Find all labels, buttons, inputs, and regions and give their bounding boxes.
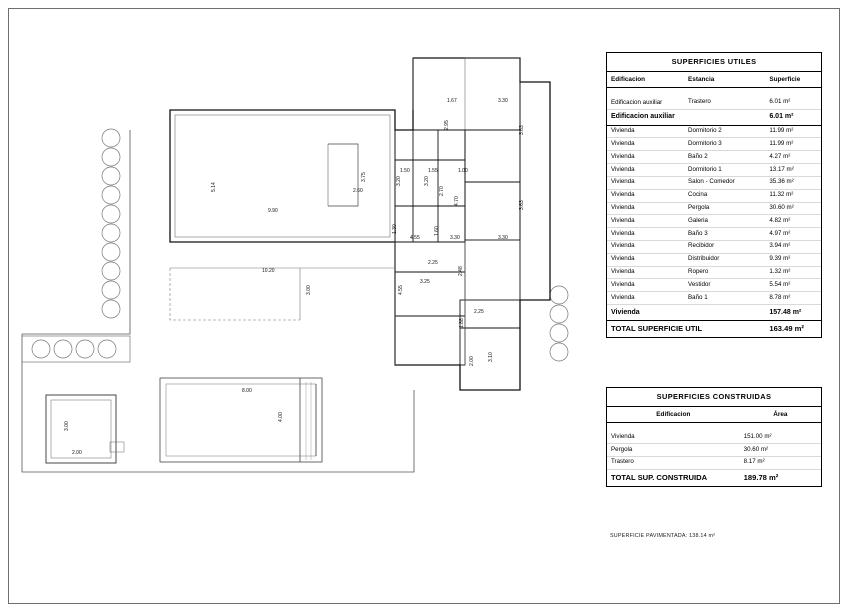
row-superficie: 8.78 m² [765,292,821,305]
svg-text:4.55: 4.55 [398,285,404,295]
row-edificacion: Vivienda [607,431,740,443]
svg-text:1.55: 1.55 [428,168,438,174]
row-estancia: Recibidor [684,240,765,253]
svg-text:3.10: 3.10 [488,352,494,362]
svg-text:10.20: 10.20 [262,268,275,274]
row-edificacion: Vivienda [607,215,684,228]
table-row [607,164,821,177]
utiles-header-estancia: Estancia [684,72,765,88]
row-edificacion: Vivienda [607,266,684,279]
row-estancia: Baño 2 [684,151,765,164]
construidas-total-row [607,469,821,486]
aux-row-edificacion: Edificacion auxiliar [607,96,684,109]
row-estancia: Baño 1 [684,292,765,305]
floor-plan [10,10,600,600]
row-estancia: Pergola [684,202,765,215]
row-superficie: 4.27 m² [765,151,821,164]
table-row [607,228,821,241]
pavimentada-footnote: SUPERFICIE PAVIMENTADA: 138.14 m² [610,533,716,539]
row-superficie: 5.54 m² [765,279,821,292]
table-row [607,151,821,164]
table-row [607,253,821,266]
svg-text:4.00: 4.00 [278,412,284,422]
row-estancia: Distribuidor [684,253,765,266]
svg-text:2.25: 2.25 [428,260,438,266]
table-row [607,279,821,292]
table-row [607,215,821,228]
spacer-row [607,423,821,432]
svg-text:3.25: 3.25 [420,279,430,285]
row-edificacion: Pergola [607,444,740,457]
utiles-header-row [607,72,821,88]
row-superficie: 13.17 m² [765,164,821,177]
construidas-title: SUPERFICIES CONSTRUIDAS [607,388,821,407]
row-superficie: 4.97 m² [765,228,821,241]
table-row [607,138,821,151]
row-edificacion: Vivienda [607,240,684,253]
svg-text:3.30: 3.30 [498,98,508,104]
svg-text:1.50: 1.50 [400,168,410,174]
construidas-header-row [607,407,821,423]
table-superficies-construidas [606,387,822,487]
svg-text:3.30: 3.30 [450,235,460,241]
utiles-header-superficie: Superficie [765,72,821,88]
row-area: 8.17 m² [740,456,821,469]
svg-text:3.00: 3.00 [306,285,312,295]
utiles-title-row [607,53,821,72]
row-superficie: 11.99 m² [765,125,821,138]
svg-text:2.48: 2.48 [458,266,464,276]
construidas-header-area: Área [740,407,821,423]
svg-text:3.20: 3.20 [396,176,402,186]
svg-text:9.90: 9.90 [268,208,278,214]
svg-text:3.00: 3.00 [64,421,70,431]
table-row-aux-trastero [607,96,821,109]
table-row [607,266,821,279]
aux-subtotal-value: 6.01 m² [765,109,821,125]
table-row [607,456,821,469]
table-row [607,125,821,138]
row-edificacion: Vivienda [607,176,684,189]
construidas-header-edificacion: Edificacion [607,407,740,423]
svg-text:1.67: 1.67 [447,98,457,104]
row-edificacion: Vivienda [607,253,684,266]
svg-text:4.70: 4.70 [454,196,460,206]
svg-text:3.20: 3.20 [424,176,430,186]
row-estancia: Baño 3 [684,228,765,241]
construidas-total-value: 189.78 m² [743,472,779,482]
row-superficie: 35.36 m² [765,176,821,189]
svg-text:2.00: 2.00 [469,356,475,366]
row-superficie: 4.82 m² [765,215,821,228]
row-superficie: 30.60 m² [765,202,821,215]
table-row [607,431,821,443]
row-edificacion: Trastero [607,456,740,469]
construidas-table [607,388,821,486]
svg-text:5.14: 5.14 [211,182,217,192]
vivienda-subtotal-value: 157.48 m² [765,305,821,321]
vivienda-subtotal-label: Vivienda [607,305,765,321]
utiles-total-value: 163.49 m² [769,323,804,333]
aux-subtotal-label: Edificacion auxiliar [607,109,765,125]
aux-row-superficie: 6.01 m² [765,96,821,109]
svg-text:3.75: 3.75 [361,172,367,182]
row-edificacion: Vivienda [607,138,684,151]
row-edificacion: Vivienda [607,228,684,241]
plan-dimension-labels [64,98,525,456]
utiles-title: SUPERFICIES UTILES [607,53,821,72]
svg-text:3.63: 3.63 [519,125,525,135]
utiles-total-row [607,320,821,337]
row-edificacion: Vivienda [607,279,684,292]
row-estancia: Vestidor [684,279,765,292]
vivienda-subtotal-row [607,305,821,321]
utiles-total-label: TOTAL SUPERFICIE UTIL [611,323,703,333]
row-estancia: Galeria [684,215,765,228]
table-row [607,292,821,305]
svg-text:1.00: 1.00 [458,168,468,174]
svg-text:3.30: 3.30 [498,235,508,241]
svg-text:3.63: 3.63 [519,200,525,210]
svg-text:4.55: 4.55 [410,235,420,241]
row-superficie: 1.32 m² [765,266,821,279]
row-estancia: Dormitorio 2 [684,125,765,138]
svg-text:2.00: 2.00 [72,450,82,456]
row-superficie: 11.32 m² [765,189,821,202]
construidas-total-label: TOTAL SUP. CONSTRUIDA [611,472,708,482]
row-edificacion: Vivienda [607,164,684,177]
svg-text:2.60: 2.60 [353,188,363,194]
svg-text:2.25: 2.25 [474,309,484,315]
table-row [607,444,821,457]
floor-plan-svg [10,10,600,600]
table-row [607,176,821,189]
row-edificacion: Vivienda [607,125,684,138]
row-superficie: 3.94 m² [765,240,821,253]
table-row [607,189,821,202]
construidas-title-row [607,388,821,407]
table-row [607,202,821,215]
svg-text:1.30: 1.30 [392,224,398,234]
row-area: 151.00 m² [740,431,821,443]
aux-row-estancia: Trastero [684,96,765,109]
table-row [607,240,821,253]
row-estancia: Salon - Comedor [684,176,765,189]
utiles-header-edificacion: Edificacion [607,72,684,88]
row-estancia: Cocina [684,189,765,202]
utiles-table [607,53,821,337]
row-superficie: 11.99 m² [765,138,821,151]
row-superficie: 9.39 m² [765,253,821,266]
aux-subtotal-row [607,109,821,125]
svg-text:1.60: 1.60 [434,226,440,236]
row-estancia: Dormitorio 1 [684,164,765,177]
row-edificacion: Vivienda [607,202,684,215]
row-estancia: Dormitorio 3 [684,138,765,151]
svg-text:2.95: 2.95 [444,120,450,130]
row-edificacion: Vivienda [607,189,684,202]
row-area: 30.60 m² [740,444,821,457]
svg-text:8.00: 8.00 [242,388,252,394]
table-superficies-utiles [606,52,822,338]
svg-text:2.70: 2.70 [439,186,445,196]
spacer-row [607,88,821,97]
row-estancia: Ropero [684,266,765,279]
row-edificacion: Vivienda [607,292,684,305]
svg-text:1.88: 1.88 [459,318,465,328]
row-edificacion: Vivienda [607,151,684,164]
